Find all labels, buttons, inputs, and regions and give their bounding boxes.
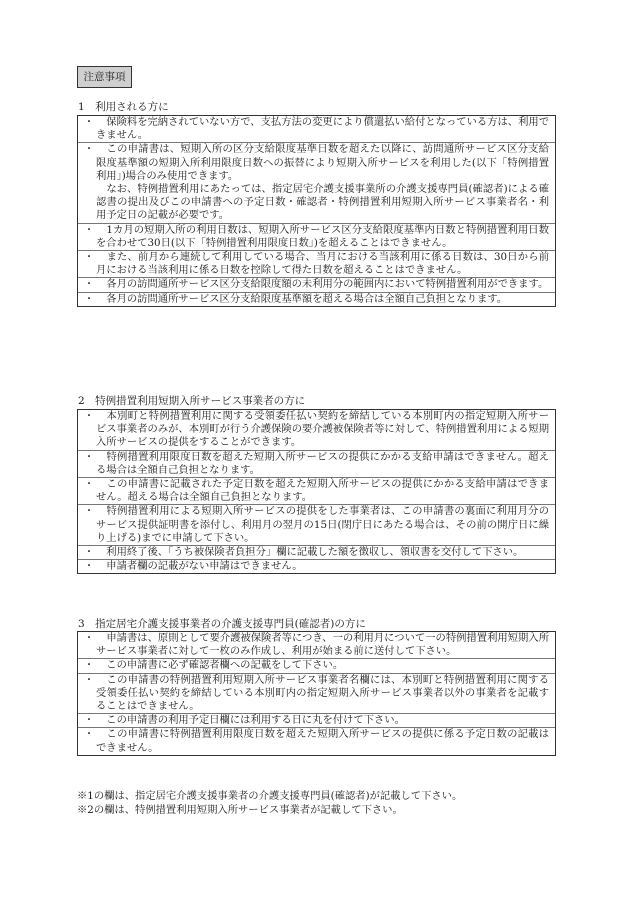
section-3-heading: 3 指定居宅介護支援事業者の介護支援専門員(確認者)の方に xyxy=(78,618,366,630)
section-2-item xyxy=(78,546,555,560)
bullet: ・ xyxy=(84,279,94,291)
section-2-item xyxy=(78,451,555,478)
section-1-item xyxy=(78,251,555,278)
section-3-item xyxy=(78,632,555,659)
bullet: ・ xyxy=(84,715,94,727)
section-2-item xyxy=(78,410,555,451)
item-text: また、前月から連続して利用している場合、当月における当該利用に係る日数は、30日から前月における当該利用に係る日数を控除して得た日数を超えることはできません。 xyxy=(96,251,549,277)
section-3-item xyxy=(78,728,555,754)
item-text: 利用終了後、「うち被保険者負担分」欄に記載した額を徴収し、領収書を交付して下さい。 xyxy=(96,546,524,559)
section-1-item xyxy=(78,278,555,292)
item-text: 申請書は、原則として要介護被保険者等につき、一の利用月について一の特例措置利用短期入所サービス事業者に対して一枚のみ作成し、利用が始まる前に送付して下さい。 xyxy=(96,632,549,658)
footnote-2: ※2の欄は、特例措置利用短期入所サービス事業者が記載して下さい。 xyxy=(77,804,403,816)
item-text: 1カ月の短期入所の利用日数は、短期入所サービス区分支給限度基準内日数と特例措置利用日数を合わせて30日(以下「特例措置利用限度日数」)を超えることはできません。 xyxy=(96,223,549,249)
item-text: 特例措置利用限度日数を超えた短期入所サービスの提供にかかる支給申請はできません。超える場合は全額自己負担となります。 xyxy=(96,450,549,476)
section-3-item xyxy=(78,659,555,673)
bullet: ・ xyxy=(84,117,94,128)
item-text: この申請書の利用予定日欄には利用する日に丸を付けて下さい。 xyxy=(96,714,405,727)
item-text: 本別町と特例措置利用に関する受領委任払い契約を締結している本別町内の指定短期入所サービス事業者のみが、本別町が行う介護保険の要介護被保険者等に対して、特例措置利用による短期入所サービスの提供をすることができます。 xyxy=(96,410,549,449)
item-text: 特例措置利用による短期入所サービスの提供をした事業者は、この申請書の裏面に利用月分のサービス提供証明書を添付し、利用月の翌月の15日(閉庁日にあたる場合は、その前の開庁日に繰り上げる)までに申請して下さい。 xyxy=(96,505,549,544)
item-text: この申請書の特例措置利用短期入所サービス事業者名欄には、本別町と特例措置利用に関する受領委任払い契約を締結している本別町内の指定短期入所サービス事業者以外の事業者を記載することはできません。 xyxy=(96,673,549,713)
bullet: ・ xyxy=(84,674,94,686)
item-text: 保険料を完納されていない方で、支払方法の変更により償還払い給付となっている方は、利用できません。 xyxy=(96,116,549,142)
bullet: ・ xyxy=(84,561,94,573)
section-2-heading: 2 特例措置利用短期入所サービス事業者の方に xyxy=(78,395,306,407)
item-text: 各月の訪問通所サービス区分支給限度額の未利用分の範囲内において特例措置利用ができます。 xyxy=(96,278,549,291)
section-2-item xyxy=(78,560,555,573)
section-3-item xyxy=(78,714,555,728)
item-text: この申請書に記載された予定日数を超えた短期入所サービスの提供にかかる支給申請はできません。超える場合は全額自己負担となります。 xyxy=(96,478,549,504)
item-text: 申請者欄の記載がない申請はできません。 xyxy=(96,560,303,573)
item-text: この申請書に特例措置利用限度日数を超えた短期入所サービスの提供に係る予定日数の記載はできません。 xyxy=(96,728,549,754)
section-2-item xyxy=(78,505,555,546)
bullet: ・ xyxy=(84,293,94,305)
section-1-item xyxy=(78,224,555,251)
bullet: ・ xyxy=(84,144,94,156)
bullet: ・ xyxy=(84,411,94,422)
section-1-heading: 1 利用される方に xyxy=(78,101,169,113)
section-2-box xyxy=(77,409,556,574)
bullet: ・ xyxy=(84,479,94,491)
bullet: ・ xyxy=(84,252,94,264)
bullet: ・ xyxy=(84,660,94,672)
item-text: この申請書は、短期入所の区分支給限度基準日数を超えた以降に、訪問通所サービス区分支給限度基準額の短期入所利用限度日数への振替により短期入所サービスを利用した(以下「特例措置利用」)場合のみ使用できます。 なお、特例措置利用にあたっては、指定居宅介護支援事業所の介護支援専門員(確認者)による確認書の提出及びこの申請書への予定日数・確認者・特例措置利用短期入所サービス事業者名・利用予定日の記載が必要です。 xyxy=(96,143,549,222)
section-3-box xyxy=(77,631,556,756)
bullet: ・ xyxy=(84,633,94,644)
item-text: この申請書に必ず確認者欄への記載をして下さい。 xyxy=(96,659,344,672)
footnote-1: ※1の欄は、指定居宅介護支援事業者の介護支援専門員(確認者)が記載して下さい。 xyxy=(77,790,463,802)
section-1-box xyxy=(77,115,556,307)
bullet: ・ xyxy=(84,224,94,236)
section-1-item xyxy=(78,293,555,306)
bullet: ・ xyxy=(84,547,94,559)
section-1-item xyxy=(78,143,555,223)
doc-title: 注意事項 xyxy=(77,66,132,88)
bullet: ・ xyxy=(84,451,94,463)
section-1-item xyxy=(78,116,555,143)
section-3-item xyxy=(78,674,555,715)
item-text: 各月の訪問通所サービス区分支給限度基準額を超える場合は全額自己負担となります。 xyxy=(96,292,508,305)
bullet: ・ xyxy=(84,506,94,518)
bullet: ・ xyxy=(84,729,94,741)
section-2-item xyxy=(78,478,555,505)
